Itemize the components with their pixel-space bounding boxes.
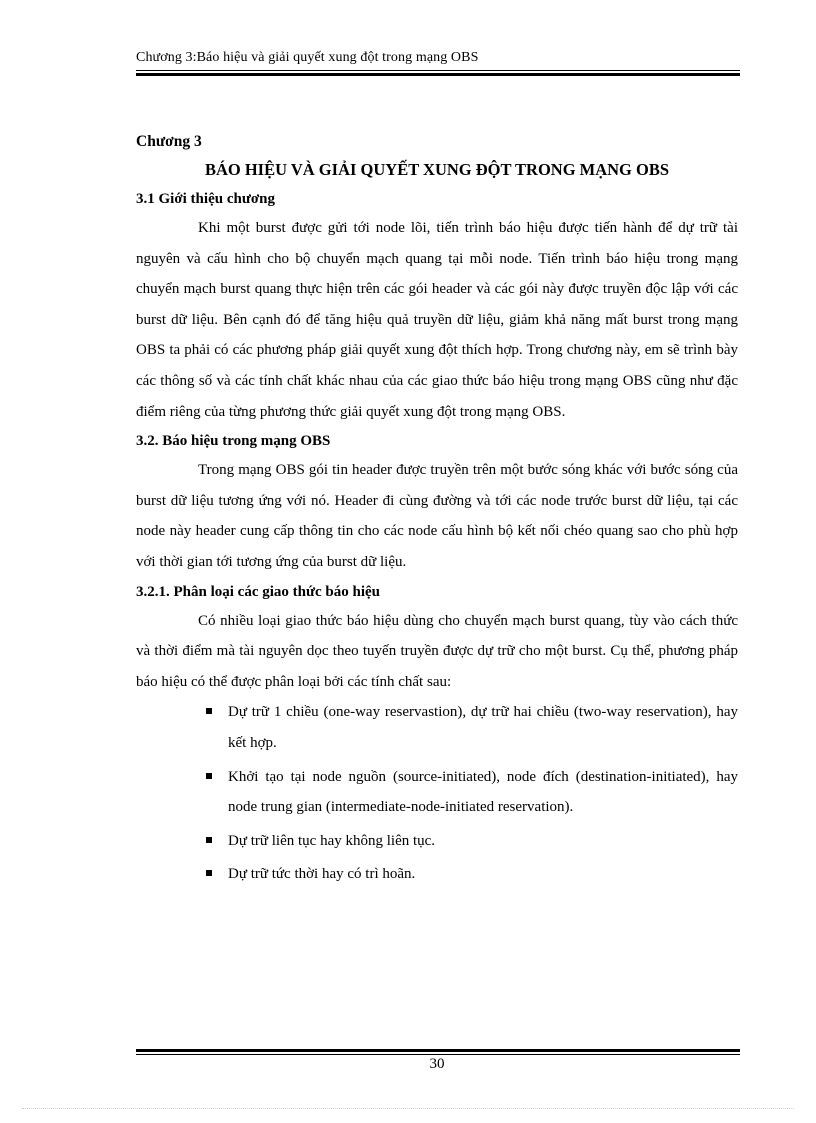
section-heading-3-1: 3.1 Giới thiệu chương (136, 191, 275, 207)
footer-rule-thin (136, 1054, 740, 1055)
chapter-title: BÁO HIỆU VÀ GIẢI QUYẾT XUNG ĐỘT TRONG MẠNG OBS (204, 160, 670, 179)
list-item (202, 762, 738, 823)
section-paragraph-3-2: Trong mạng OBS gói tin header được truyền trên một bước sóng khác với bước sóng của burst dữ liệu tương ứng với nó. Header đi cùng đường và tới các node trước burst dữ liệu, tại các node này header cung cấp thông tin cho các node cấu hình bộ kết nối chéo quang sao cho phù hợp với thời gian tới tương ứng của burst dữ liệu. (136, 462, 738, 570)
running-header: Chương 3:Báo hiệu và giải quyết xung đột trong mạng OBS (136, 50, 479, 65)
page-number: 30 (429, 1056, 445, 1072)
chapter-label: Chương 3 (136, 133, 202, 150)
page-bottom-divider (22, 1108, 794, 1109)
list-item-text: Dự trữ tức thời hay có trì hoãn. (228, 866, 416, 883)
section-heading-3-2: 3.2. Báo hiệu trong mạng OBS (136, 433, 331, 450)
footer-rule-thick (136, 1049, 740, 1052)
section-heading-3-2-1: 3.2.1. Phân loại các giao thức báo hiệu (136, 583, 381, 600)
list-item-text: Dự trữ liên tục hay không liên tục. (228, 832, 436, 849)
square-bullet-icon (206, 837, 212, 843)
list-item-text: Khởi tạo tại node nguồn (source-initiated), node đích (destination-initiated), hay node trung gian (intermediate-node-initiated reservation). (228, 768, 738, 816)
section-paragraph-3-2-1: Có nhiều loại giao thức báo hiệu dùng cho chuyển mạch burst quang, tùy vào cách thức và thời điểm mà tài nguyên dọc theo tuyến truyền được dự trữ cho một burst. Cụ thể, phương pháp báo hiệu có thể được phân loại bởi các tính chất sau: (136, 612, 738, 690)
list-item-text: Dự trữ 1 chiều (one-way reservastion), dự trữ hai chiều (two-way reservation), hay kết hợp. (228, 704, 738, 751)
page-body (136, 128, 738, 893)
list-item (202, 859, 738, 890)
square-bullet-icon (206, 773, 212, 779)
list-item (202, 826, 738, 857)
bullet-list (136, 697, 738, 890)
square-bullet-icon (206, 708, 212, 714)
header-rule-thin (136, 70, 740, 71)
section-paragraph-3-1: Khi một burst được gửi tới node lõi, tiến trình báo hiệu được tiến hành để dự trữ tài nguyên và cấu hình cho bộ chuyển mạch quang tại mỗi node. Tiến trình báo hiệu trong mạng chuyển mạch burst quang thực hiện trên các gói header và các gói này được truyền độc lập với các burst dữ liệu. Bên cạnh đó để tăng hiệu quả truyền dữ liệu, giảm khả năng mất burst trong mạng OBS ta phải có các phương pháp giải quyết xung đột thích hợp. Trong chương này, em sẽ trình bày các thông số và các tính chất khác nhau của các giao thức báo hiệu trong mạng OBS cũng như đặc điểm riêng của từng phương thức giải quyết xung đột trong mạng OBS. (136, 220, 738, 420)
square-bullet-icon (206, 870, 212, 876)
header-rule-thick (136, 73, 740, 76)
list-item (202, 697, 738, 758)
